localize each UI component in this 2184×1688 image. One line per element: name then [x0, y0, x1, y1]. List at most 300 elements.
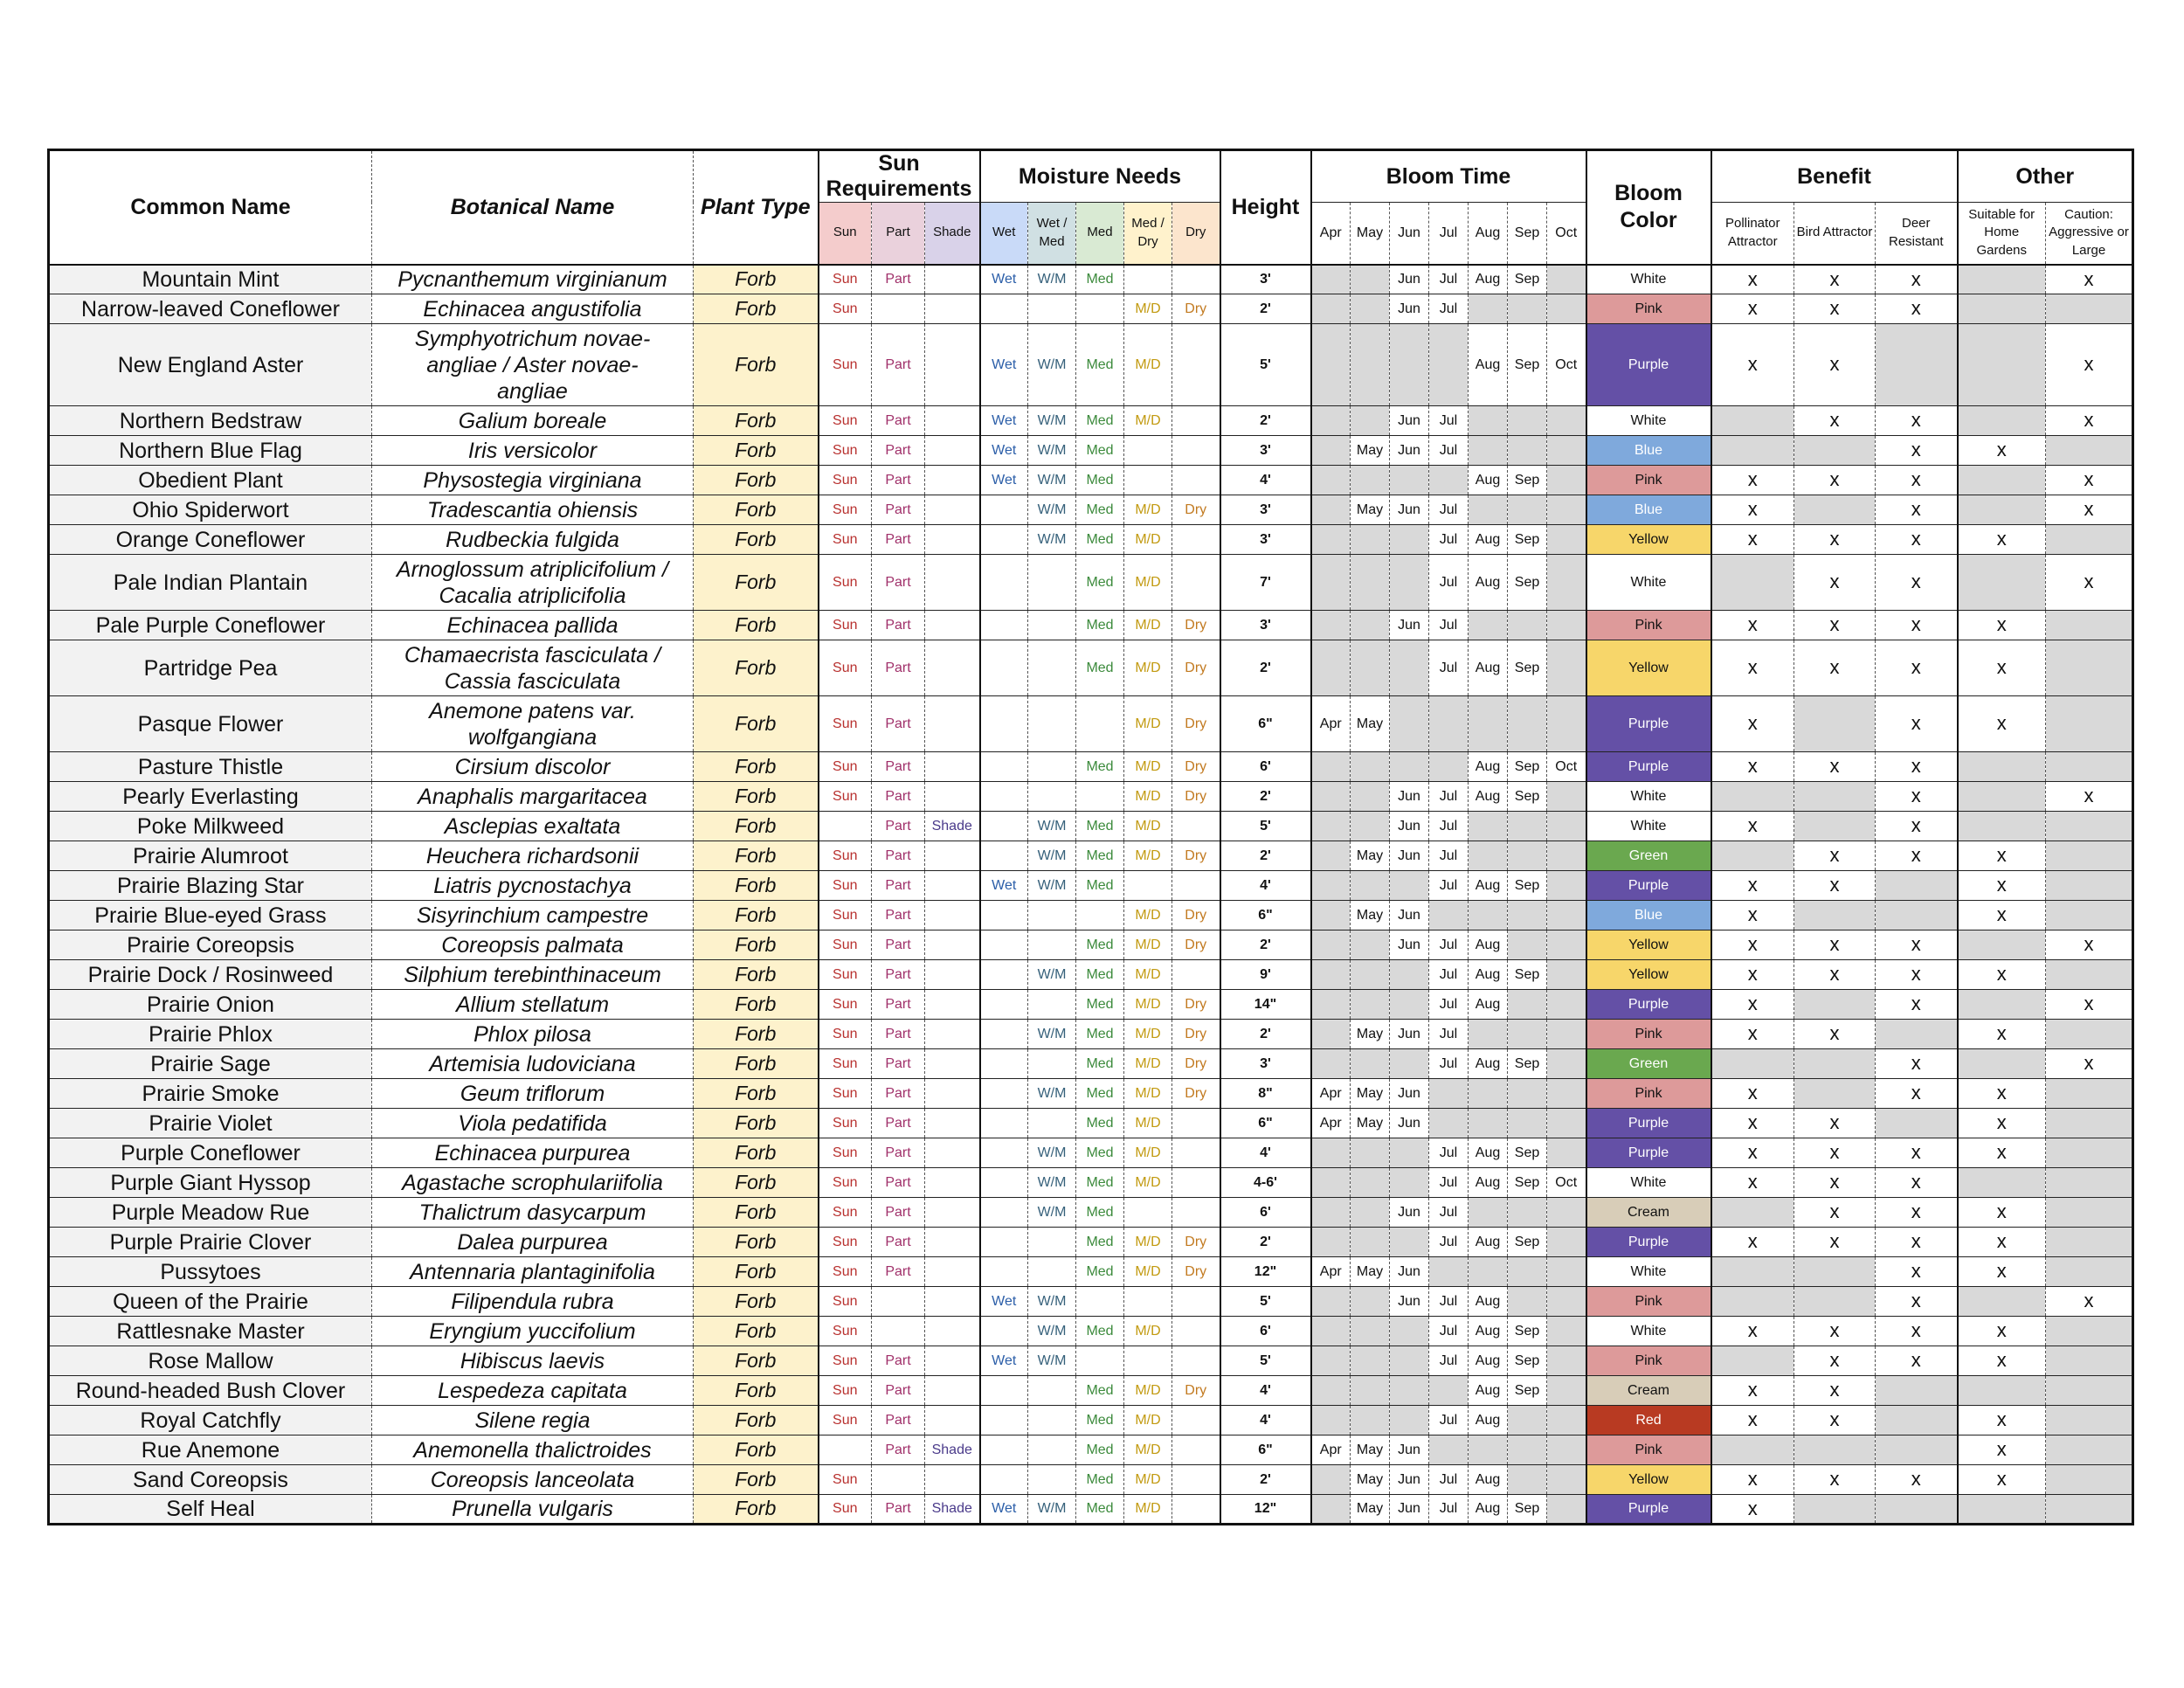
bloom-month-cell [1547, 1228, 1586, 1257]
moisture-cell: M/D [1124, 1406, 1172, 1435]
sun-cell: Part [872, 1198, 925, 1228]
plant-type: Forb [694, 1198, 819, 1228]
plant-type: Forb [694, 495, 819, 525]
bloom-month-cell: Aug [1469, 990, 1508, 1020]
header-bloom-color: Bloom Color [1586, 150, 1711, 265]
moisture-cell [1028, 611, 1076, 640]
bloom-month-cell [1311, 1317, 1351, 1346]
other-cell [2046, 752, 2133, 782]
sun-cell: Sun [819, 752, 872, 782]
botanical-name: Geum triflorum [372, 1079, 694, 1109]
bloom-month-cell [1547, 782, 1586, 812]
moisture-cell: M/D [1124, 1049, 1172, 1079]
sun-cell: Part [872, 901, 925, 930]
bloom-month-cell [1469, 611, 1508, 640]
benefit-cell [1794, 990, 1876, 1020]
sun-cell: Sun [819, 495, 872, 525]
bloom-month-cell: May [1351, 901, 1390, 930]
moisture-cell: W/M [1028, 812, 1076, 841]
bloom-month-cell [1390, 1049, 1429, 1079]
bloom-color-swatch: Blue [1586, 495, 1711, 525]
bloom-month-cell: Aug [1469, 1317, 1508, 1346]
bloom-month-cell: Jul [1429, 930, 1469, 960]
moisture-cell [1028, 1228, 1076, 1257]
sun-cell [925, 640, 980, 696]
height-value: 2' [1220, 406, 1311, 436]
bloom-month-cell: Jun [1390, 611, 1429, 640]
bloom-month-cell [1469, 841, 1508, 871]
bloom-month-cell [1547, 495, 1586, 525]
moisture-cell [980, 1465, 1028, 1495]
sun-cell: Sun [819, 990, 872, 1020]
table-row [49, 1406, 2133, 1435]
moisture-cell [1028, 555, 1076, 611]
subheader-moisture-4: Dry [1172, 202, 1220, 265]
bloom-color-swatch: Pink [1586, 466, 1711, 495]
benefit-cell [1876, 1406, 1958, 1435]
benefit-cell [1711, 436, 1794, 466]
bloom-month-cell: Jun [1390, 841, 1429, 871]
common-name: Prairie Alumroot [49, 841, 372, 871]
sun-cell [925, 1465, 980, 1495]
bloom-color-swatch: Purple [1586, 1495, 1711, 1525]
benefit-cell: x [1876, 406, 1958, 436]
height-value: 12" [1220, 1495, 1311, 1525]
moisture-cell: M/D [1124, 555, 1172, 611]
benefit-cell: x [1876, 1198, 1958, 1228]
benefit-cell [1711, 1198, 1794, 1228]
height-value: 6" [1220, 696, 1311, 752]
bloom-month-cell: Jun [1390, 1435, 1429, 1465]
common-name: Pale Indian Plantain [49, 555, 372, 611]
sun-cell: Part [872, 990, 925, 1020]
bloom-month-cell: May [1351, 1109, 1390, 1138]
height-value: 3' [1220, 1049, 1311, 1079]
moisture-cell: M/D [1124, 990, 1172, 1020]
benefit-cell: x [1711, 696, 1794, 752]
sun-cell: Sun [819, 1346, 872, 1376]
sun-cell [925, 1049, 980, 1079]
bloom-month-cell: Sep [1508, 324, 1547, 406]
moisture-cell [1028, 930, 1076, 960]
benefit-cell: x [1876, 1257, 1958, 1287]
bloom-month-cell [1547, 1287, 1586, 1317]
bloom-month-cell: May [1351, 841, 1390, 871]
bloom-month-cell [1351, 1287, 1390, 1317]
subheader-sun-2: Shade [925, 202, 980, 265]
other-cell [2046, 1406, 2133, 1435]
bloom-color-swatch: Yellow [1586, 640, 1711, 696]
botanical-name: Hibiscus laevis [372, 1346, 694, 1376]
bloom-month-cell [1351, 466, 1390, 495]
benefit-cell [1876, 1435, 1958, 1465]
plant-type: Forb [694, 466, 819, 495]
sun-cell [872, 1465, 925, 1495]
bloom-month-cell [1311, 752, 1351, 782]
bloom-month-cell [1351, 294, 1390, 324]
sun-cell: Sun [819, 841, 872, 871]
other-cell [2046, 1168, 2133, 1198]
bloom-month-cell: Aug [1469, 555, 1508, 611]
moisture-cell [980, 640, 1028, 696]
moisture-cell [980, 525, 1028, 555]
sun-cell [925, 611, 980, 640]
table-row [49, 1495, 2133, 1525]
table-row [49, 1109, 2133, 1138]
benefit-cell: x [1711, 1109, 1794, 1138]
bloom-month-cell: Jun [1390, 1287, 1429, 1317]
bloom-month-cell: Apr [1311, 696, 1351, 752]
other-cell [1958, 265, 2046, 294]
plant-type: Forb [694, 294, 819, 324]
other-cell [1958, 930, 2046, 960]
benefit-cell: x [1794, 752, 1876, 782]
other-cell [2046, 871, 2133, 901]
moisture-cell [1028, 901, 1076, 930]
moisture-cell: Med [1076, 871, 1124, 901]
header-moisture-needs: Moisture Needs [980, 150, 1220, 203]
plant-type: Forb [694, 901, 819, 930]
bloom-month-cell [1311, 1138, 1351, 1168]
bloom-month-cell [1351, 406, 1390, 436]
benefit-cell [1794, 1287, 1876, 1317]
subheader-month-0: Apr [1311, 202, 1351, 265]
other-cell: x [1958, 1435, 2046, 1465]
bloom-month-cell [1390, 466, 1429, 495]
moisture-cell [1028, 294, 1076, 324]
other-cell [1958, 466, 2046, 495]
bloom-month-cell: Jun [1390, 1465, 1429, 1495]
other-cell [2046, 1109, 2133, 1138]
moisture-cell: M/D [1124, 1168, 1172, 1198]
other-cell: x [1958, 611, 2046, 640]
moisture-cell [980, 1435, 1028, 1465]
sun-cell: Sun [819, 1138, 872, 1168]
moisture-cell: M/D [1124, 1435, 1172, 1465]
bloom-month-cell [1390, 871, 1429, 901]
bloom-month-cell: Sep [1508, 466, 1547, 495]
sun-cell: Shade [925, 1495, 980, 1525]
bloom-month-cell [1508, 990, 1547, 1020]
other-cell: x [2046, 1049, 2133, 1079]
table-row [49, 611, 2133, 640]
benefit-cell: x [1794, 960, 1876, 990]
bloom-month-cell: Sep [1508, 782, 1547, 812]
plant-type: Forb [694, 960, 819, 990]
botanical-name: Anemonella thalictroides [372, 1435, 694, 1465]
bloom-month-cell: Aug [1469, 960, 1508, 990]
bloom-month-cell: Sep [1508, 960, 1547, 990]
other-cell [1958, 406, 2046, 436]
benefit-cell [1794, 812, 1876, 841]
other-cell [2046, 640, 2133, 696]
bloom-month-cell [1351, 324, 1390, 406]
moisture-cell [1172, 1287, 1220, 1317]
bloom-month-cell [1547, 1376, 1586, 1406]
moisture-cell: M/D [1124, 1079, 1172, 1109]
bloom-month-cell: Jul [1429, 1317, 1469, 1346]
benefit-cell: x [1876, 1168, 1958, 1198]
moisture-cell: Dry [1172, 611, 1220, 640]
bloom-color-swatch: Purple [1586, 1109, 1711, 1138]
bloom-month-cell [1390, 696, 1429, 752]
botanical-name: Phlox pilosa [372, 1020, 694, 1049]
subheader-benefit-1: Bird Attractor [1794, 202, 1876, 265]
benefit-cell: x [1711, 871, 1794, 901]
moisture-cell [1172, 555, 1220, 611]
benefit-cell: x [1876, 640, 1958, 696]
moisture-cell: M/D [1124, 1020, 1172, 1049]
moisture-cell: Med [1076, 1435, 1124, 1465]
bloom-month-cell [1390, 1406, 1429, 1435]
bloom-month-cell [1547, 871, 1586, 901]
bloom-month-cell: Sep [1508, 1138, 1547, 1168]
moisture-cell: M/D [1124, 1109, 1172, 1138]
bloom-month-cell: Aug [1469, 1049, 1508, 1079]
bloom-color-swatch: White [1586, 812, 1711, 841]
bloom-month-cell [1311, 294, 1351, 324]
table-row [49, 960, 2133, 990]
bloom-month-cell [1351, 1376, 1390, 1406]
other-cell: x [1958, 1406, 2046, 1435]
header-plant-type: Plant Type [694, 150, 819, 265]
bloom-month-cell [1311, 871, 1351, 901]
sun-cell: Part [872, 841, 925, 871]
bloom-month-cell [1469, 1435, 1508, 1465]
bloom-month-cell [1547, 294, 1586, 324]
benefit-cell: x [1711, 1138, 1794, 1168]
bloom-month-cell [1547, 930, 1586, 960]
moisture-cell: Wet [980, 324, 1028, 406]
botanical-name: Silphium terebinthinaceum [372, 960, 694, 990]
bloom-month-cell [1547, 901, 1586, 930]
bloom-month-cell [1469, 901, 1508, 930]
moisture-cell [1124, 436, 1172, 466]
height-value: 5' [1220, 1287, 1311, 1317]
sun-cell: Sun [819, 294, 872, 324]
benefit-cell: x [1711, 1376, 1794, 1406]
height-value: 6" [1220, 1109, 1311, 1138]
moisture-cell [980, 960, 1028, 990]
bloom-month-cell: Jul [1429, 1406, 1469, 1435]
moisture-cell: W/M [1028, 1138, 1076, 1168]
benefit-cell [1876, 1020, 1958, 1049]
benefit-cell [1794, 495, 1876, 525]
table-row [49, 871, 2133, 901]
moisture-cell [980, 1020, 1028, 1049]
other-cell: x [2046, 406, 2133, 436]
bloom-color-swatch: Pink [1586, 1287, 1711, 1317]
plant-type: Forb [694, 1346, 819, 1376]
benefit-cell: x [1876, 990, 1958, 1020]
benefit-cell: x [1794, 1138, 1876, 1168]
moisture-cell [1172, 1138, 1220, 1168]
bloom-month-cell: Aug [1469, 1495, 1508, 1525]
sun-cell: Sun [819, 782, 872, 812]
benefit-cell [1794, 696, 1876, 752]
height-value: 7' [1220, 555, 1311, 611]
bloom-month-cell: Jul [1429, 555, 1469, 611]
sun-cell: Part [872, 1138, 925, 1168]
sun-cell: Part [872, 1406, 925, 1435]
sun-cell [925, 555, 980, 611]
common-name: Poke Milkweed [49, 812, 372, 841]
moisture-cell: Dry [1172, 1257, 1220, 1287]
sun-cell [925, 265, 980, 294]
benefit-cell [1711, 841, 1794, 871]
sun-cell: Part [872, 696, 925, 752]
bloom-month-cell: Jul [1429, 495, 1469, 525]
other-cell: x [1958, 525, 2046, 555]
bloom-month-cell [1547, 265, 1586, 294]
moisture-cell [1076, 901, 1124, 930]
subheader-benefit-0: Pollinator Attractor [1711, 202, 1794, 265]
bloom-month-cell [1390, 324, 1429, 406]
bloom-color-swatch: Cream [1586, 1198, 1711, 1228]
moisture-cell [1172, 1346, 1220, 1376]
benefit-cell: x [1711, 930, 1794, 960]
subheader-moisture-1: Wet / Med [1028, 202, 1076, 265]
bloom-month-cell [1547, 1138, 1586, 1168]
bloom-month-cell [1351, 782, 1390, 812]
moisture-cell: M/D [1124, 495, 1172, 525]
moisture-cell [1028, 1109, 1076, 1138]
bloom-month-cell [1351, 1228, 1390, 1257]
bloom-month-cell [1351, 1198, 1390, 1228]
bloom-month-cell: Jul [1429, 1049, 1469, 1079]
other-cell [1958, 752, 2046, 782]
sun-cell [925, 1287, 980, 1317]
bloom-color-swatch: Pink [1586, 1020, 1711, 1049]
bloom-month-cell: Jun [1390, 930, 1429, 960]
benefit-cell: x [1711, 525, 1794, 555]
table-row [49, 436, 2133, 466]
plant-type: Forb [694, 324, 819, 406]
bloom-color-swatch: Yellow [1586, 525, 1711, 555]
bloom-month-cell [1351, 812, 1390, 841]
bloom-month-cell [1351, 611, 1390, 640]
header-other: Other [1958, 150, 2133, 203]
moisture-cell: M/D [1124, 640, 1172, 696]
bloom-month-cell: Jun [1390, 782, 1429, 812]
botanical-name: Iris versicolor [372, 436, 694, 466]
height-value: 6' [1220, 1317, 1311, 1346]
benefit-cell: x [1711, 1465, 1794, 1495]
height-value: 6" [1220, 901, 1311, 930]
benefit-cell [1711, 555, 1794, 611]
moisture-cell [1172, 1495, 1220, 1525]
benefit-cell [1711, 1287, 1794, 1317]
sun-cell: Sun [819, 466, 872, 495]
bloom-month-cell: Jul [1429, 841, 1469, 871]
bloom-month-cell [1311, 1168, 1351, 1198]
table-row [49, 495, 2133, 525]
sun-cell [925, 525, 980, 555]
common-name: Rue Anemone [49, 1435, 372, 1465]
table-row [49, 324, 2133, 406]
sun-cell: Sun [819, 1109, 872, 1138]
botanical-name: Liatris pycnostachya [372, 871, 694, 901]
bloom-month-cell [1390, 525, 1429, 555]
benefit-cell: x [1711, 1020, 1794, 1049]
bloom-month-cell [1351, 555, 1390, 611]
bloom-color-swatch: Yellow [1586, 960, 1711, 990]
sun-cell: Sun [819, 1465, 872, 1495]
other-cell [1958, 495, 2046, 525]
bloom-month-cell [1351, 640, 1390, 696]
bloom-month-cell: Jul [1429, 436, 1469, 466]
moisture-cell [1124, 265, 1172, 294]
other-cell: x [1958, 1228, 2046, 1257]
header-benefit: Benefit [1711, 150, 1958, 203]
plant-type: Forb [694, 990, 819, 1020]
moisture-cell: W/M [1028, 495, 1076, 525]
other-cell [2046, 1317, 2133, 1346]
moisture-cell: Med [1076, 1109, 1124, 1138]
bloom-month-cell [1429, 901, 1469, 930]
benefit-cell: x [1711, 265, 1794, 294]
bloom-month-cell: Jun [1390, 294, 1429, 324]
other-cell [2046, 1376, 2133, 1406]
moisture-cell [1172, 1109, 1220, 1138]
subheader-benefit-2: Deer Resistant [1876, 202, 1958, 265]
bloom-color-swatch: White [1586, 555, 1711, 611]
bloom-month-cell: Jun [1390, 1109, 1429, 1138]
other-cell: x [1958, 871, 2046, 901]
bloom-color-swatch: Red [1586, 1406, 1711, 1435]
sun-cell [925, 406, 980, 436]
sun-cell: Part [872, 812, 925, 841]
benefit-cell: x [1876, 436, 1958, 466]
sun-cell [925, 1317, 980, 1346]
plant-type: Forb [694, 1435, 819, 1465]
bloom-month-cell: Jun [1390, 406, 1429, 436]
benefit-cell: x [1876, 294, 1958, 324]
other-cell: x [2046, 930, 2133, 960]
sun-cell [925, 1079, 980, 1109]
other-cell [2046, 1346, 2133, 1376]
sun-cell: Part [872, 1049, 925, 1079]
table-row [49, 1138, 2133, 1168]
bloom-month-cell [1390, 555, 1429, 611]
bloom-month-cell [1547, 1495, 1586, 1525]
moisture-cell [980, 990, 1028, 1020]
bloom-color-swatch: Purple [1586, 1138, 1711, 1168]
header-botanical-name: Botanical Name [372, 150, 694, 265]
botanical-name: Tradescantia ohiensis [372, 495, 694, 525]
moisture-cell [1172, 525, 1220, 555]
bloom-color-swatch: Purple [1586, 696, 1711, 752]
other-cell [2046, 1138, 2133, 1168]
bloom-month-cell: May [1351, 436, 1390, 466]
bloom-month-cell [1508, 812, 1547, 841]
height-value: 2' [1220, 1228, 1311, 1257]
bloom-month-cell [1429, 1109, 1469, 1138]
sun-cell [925, 1257, 980, 1287]
sun-cell: Part [872, 1109, 925, 1138]
sun-cell: Sun [819, 1257, 872, 1287]
moisture-cell [1124, 1198, 1172, 1228]
benefit-cell [1794, 1079, 1876, 1109]
other-cell: x [1958, 1346, 2046, 1376]
moisture-cell: W/M [1028, 1020, 1076, 1049]
bloom-month-cell: Sep [1508, 1049, 1547, 1079]
benefit-cell: x [1876, 1049, 1958, 1079]
common-name: Partridge Pea [49, 640, 372, 696]
moisture-cell: W/M [1028, 436, 1076, 466]
moisture-cell [980, 1168, 1028, 1198]
header-common-name: Common Name [130, 195, 291, 220]
